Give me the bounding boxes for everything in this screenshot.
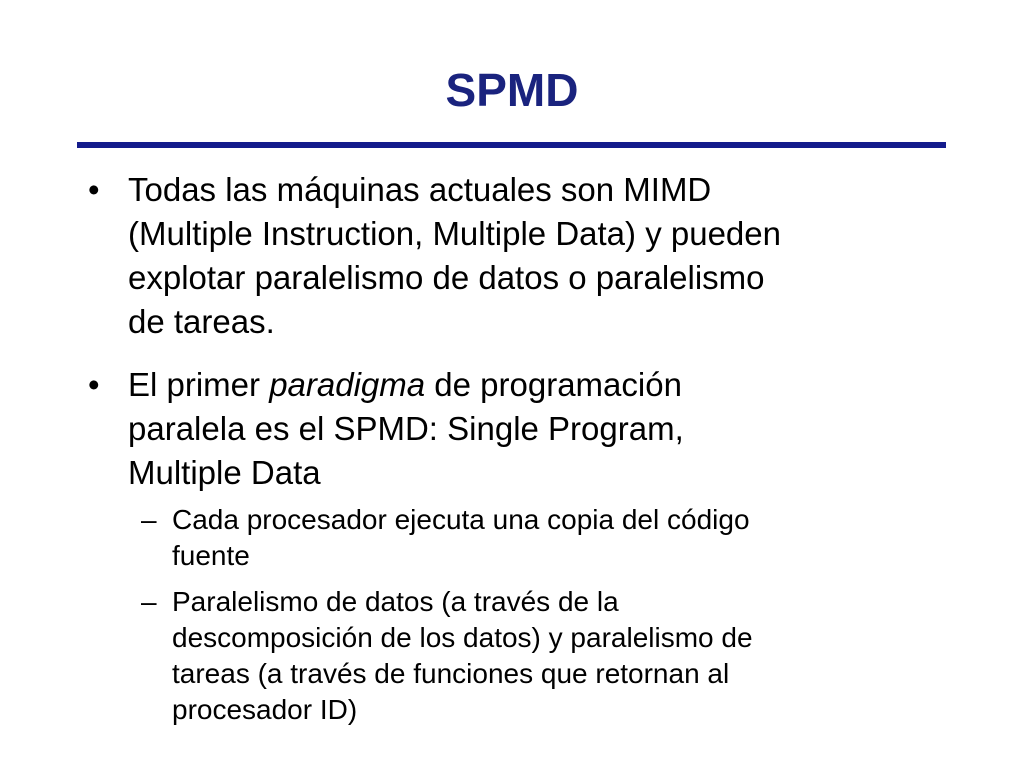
text-line: fuente [172,540,250,571]
text-line: (Multiple Instruction, Multiple Data) y pueden [128,215,781,252]
title-underline [77,142,946,148]
text-run: de programación [425,366,682,403]
sub-bullet-text [172,502,931,574]
text-line: explotar paralelismo de datos o paralelismo [128,259,765,296]
text-line: tareas (a través de funciones que retornan al [172,658,730,689]
text-line: Cada procesador ejecuta una copia del código [172,504,750,535]
bullet-marker: • [88,171,100,208]
text-line: Todas las máquinas actuales son MIMD [128,171,712,208]
text-line: Paralelismo de datos (a través de la [172,586,619,617]
bullet-marker: • [88,366,100,403]
text-line: procesador ID) [172,694,358,725]
sub-bullet-text [172,584,931,728]
text-line: descomposición de los datos) y paralelismo de [172,622,753,653]
slide-title: SPMD [445,64,579,116]
bullet-text [128,363,938,495]
sub-bullet-marker: – [141,504,157,535]
text-line: de tareas. [128,303,275,340]
text-run: El primer [128,366,270,403]
text-line: paralela es el SPMD: Single Program, [128,410,684,447]
bullet-text [128,168,938,344]
sub-bullet-marker: – [141,586,157,617]
emphasis-text: paradigma [269,366,426,403]
text-line [128,363,938,407]
text-line: Multiple Data [128,454,321,491]
